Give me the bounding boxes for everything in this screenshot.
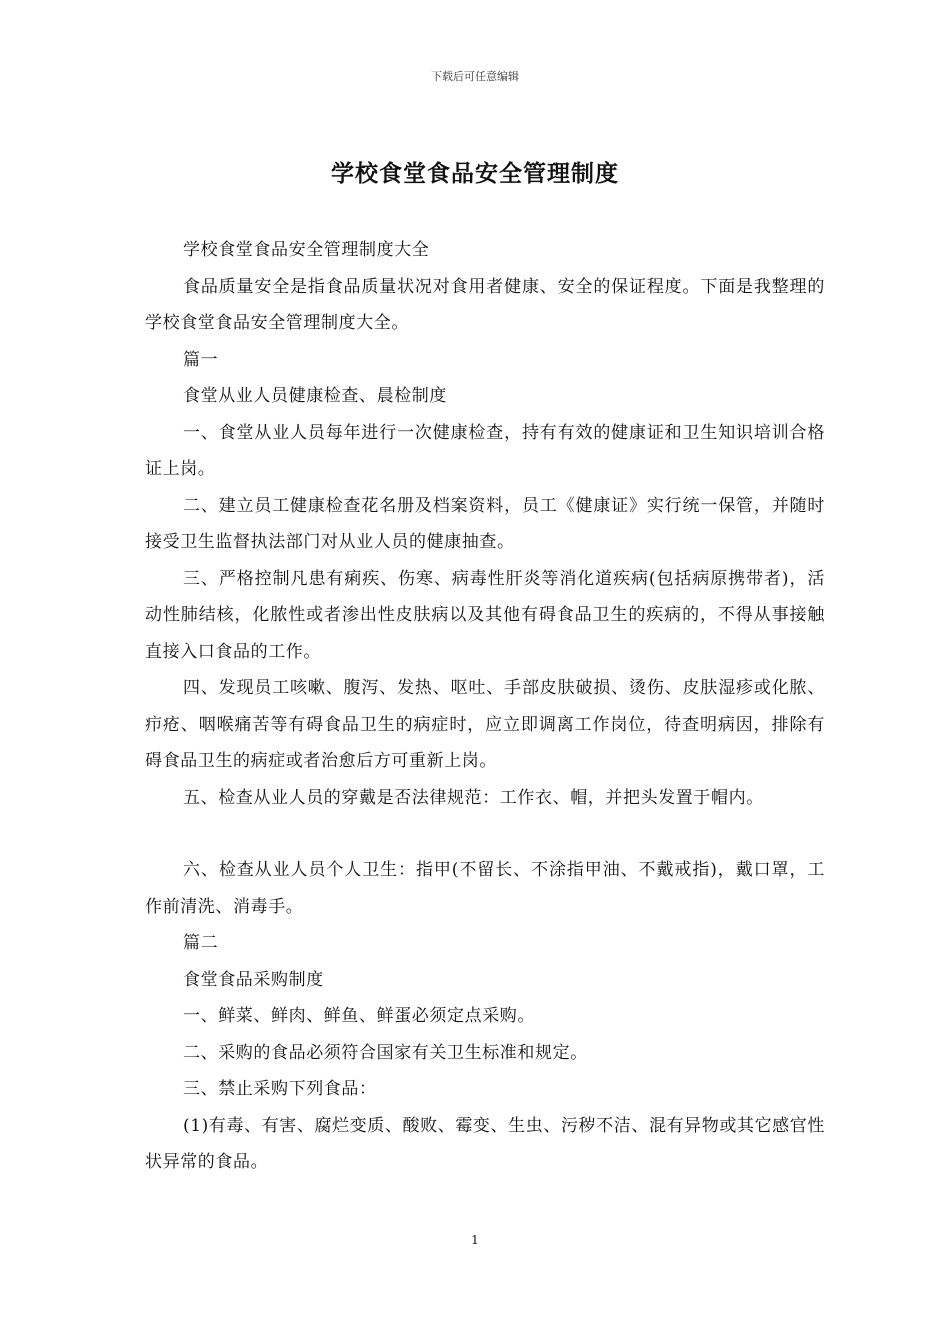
rule-paragraph: 二、采购的食品必须符合国家有关卫生标准和规定。 [183,1042,588,1063]
document-body [145,232,825,1181]
rule-paragraph: 六、检查从业人员个人卫生：指甲(不留长、不涂指甲油、不戴戒指)，戴口罩，工作前清洗、消毒手。 [145,860,825,917]
intro-paragraph: 食品质量安全是指食品质量状况对食用者健康、安全的保证程度。下面是我整理的学校食堂食品安全管理制度大全。 [145,276,825,333]
blank-line [145,816,825,852]
rule-paragraph: 一、鲜菜、鲜肉、鲜鱼、鲜蛋必须定点采购。 [183,1006,535,1026]
page-number: 1 [471,1233,479,1247]
subtitle-paragraph: 学校食堂食品安全管理制度大全 [183,240,430,260]
rule-paragraph: 五、检查从业人员的穿戴是否法律规范：工作衣、帽，并把头发置于帽内。 [183,787,764,808]
document-title: 学校食堂食品安全管理制度 [331,160,619,187]
section-heading-part-two: 篇二 [183,933,219,953]
rule-paragraph: 四、发现员工咳嗽、腹泻、发热、呕吐、手部皮肤破损、烫伤、皮肤湿疹或化脓、疖疮、咽喉痛苦等有碍食品卫生的病症时，应立即调离工作岗位，待查明病因，排除有碍食品卫生的病症或者治愈后方可重新上岗。 [145,678,825,771]
rule-paragraph: 二、建立员工健康检查花名册及档案资料，员工《健康证》实行统一保管，并随时接受卫生监督执法部门对从业人员的健康抽查。 [145,495,825,552]
page-header-note: 下载后可任意编辑 [431,70,519,83]
rule-subitem-paragraph: (1)有毒、有害、腐烂变质、酸败、霉变、生虫、污秽不洁、混有异物或其它感官性状异常的食品。 [145,1115,825,1172]
rule-paragraph: 三、禁止采购下列食品： [183,1079,377,1099]
section-heading-part-one: 篇一 [183,349,219,370]
section-title-health-check: 食堂从业人员健康检查、晨检制度 [183,386,447,406]
rule-paragraph: 一、食堂从业人员每年进行一次健康检查，持有有效的健康证和卫生知识培训合格证上岗。 [145,422,825,479]
section-title-procurement: 食堂食品采购制度 [183,969,324,990]
rule-paragraph: 三、严格控制凡患有痢疾、伤寒、病毒性肝炎等消化道疾病(包括病原携带者)，活动性肺结核，化脓性或者渗出性皮肤病以及其他有碍食品卫生的疾病的，不得从事接触直接入口食品的工作。 [145,568,825,662]
